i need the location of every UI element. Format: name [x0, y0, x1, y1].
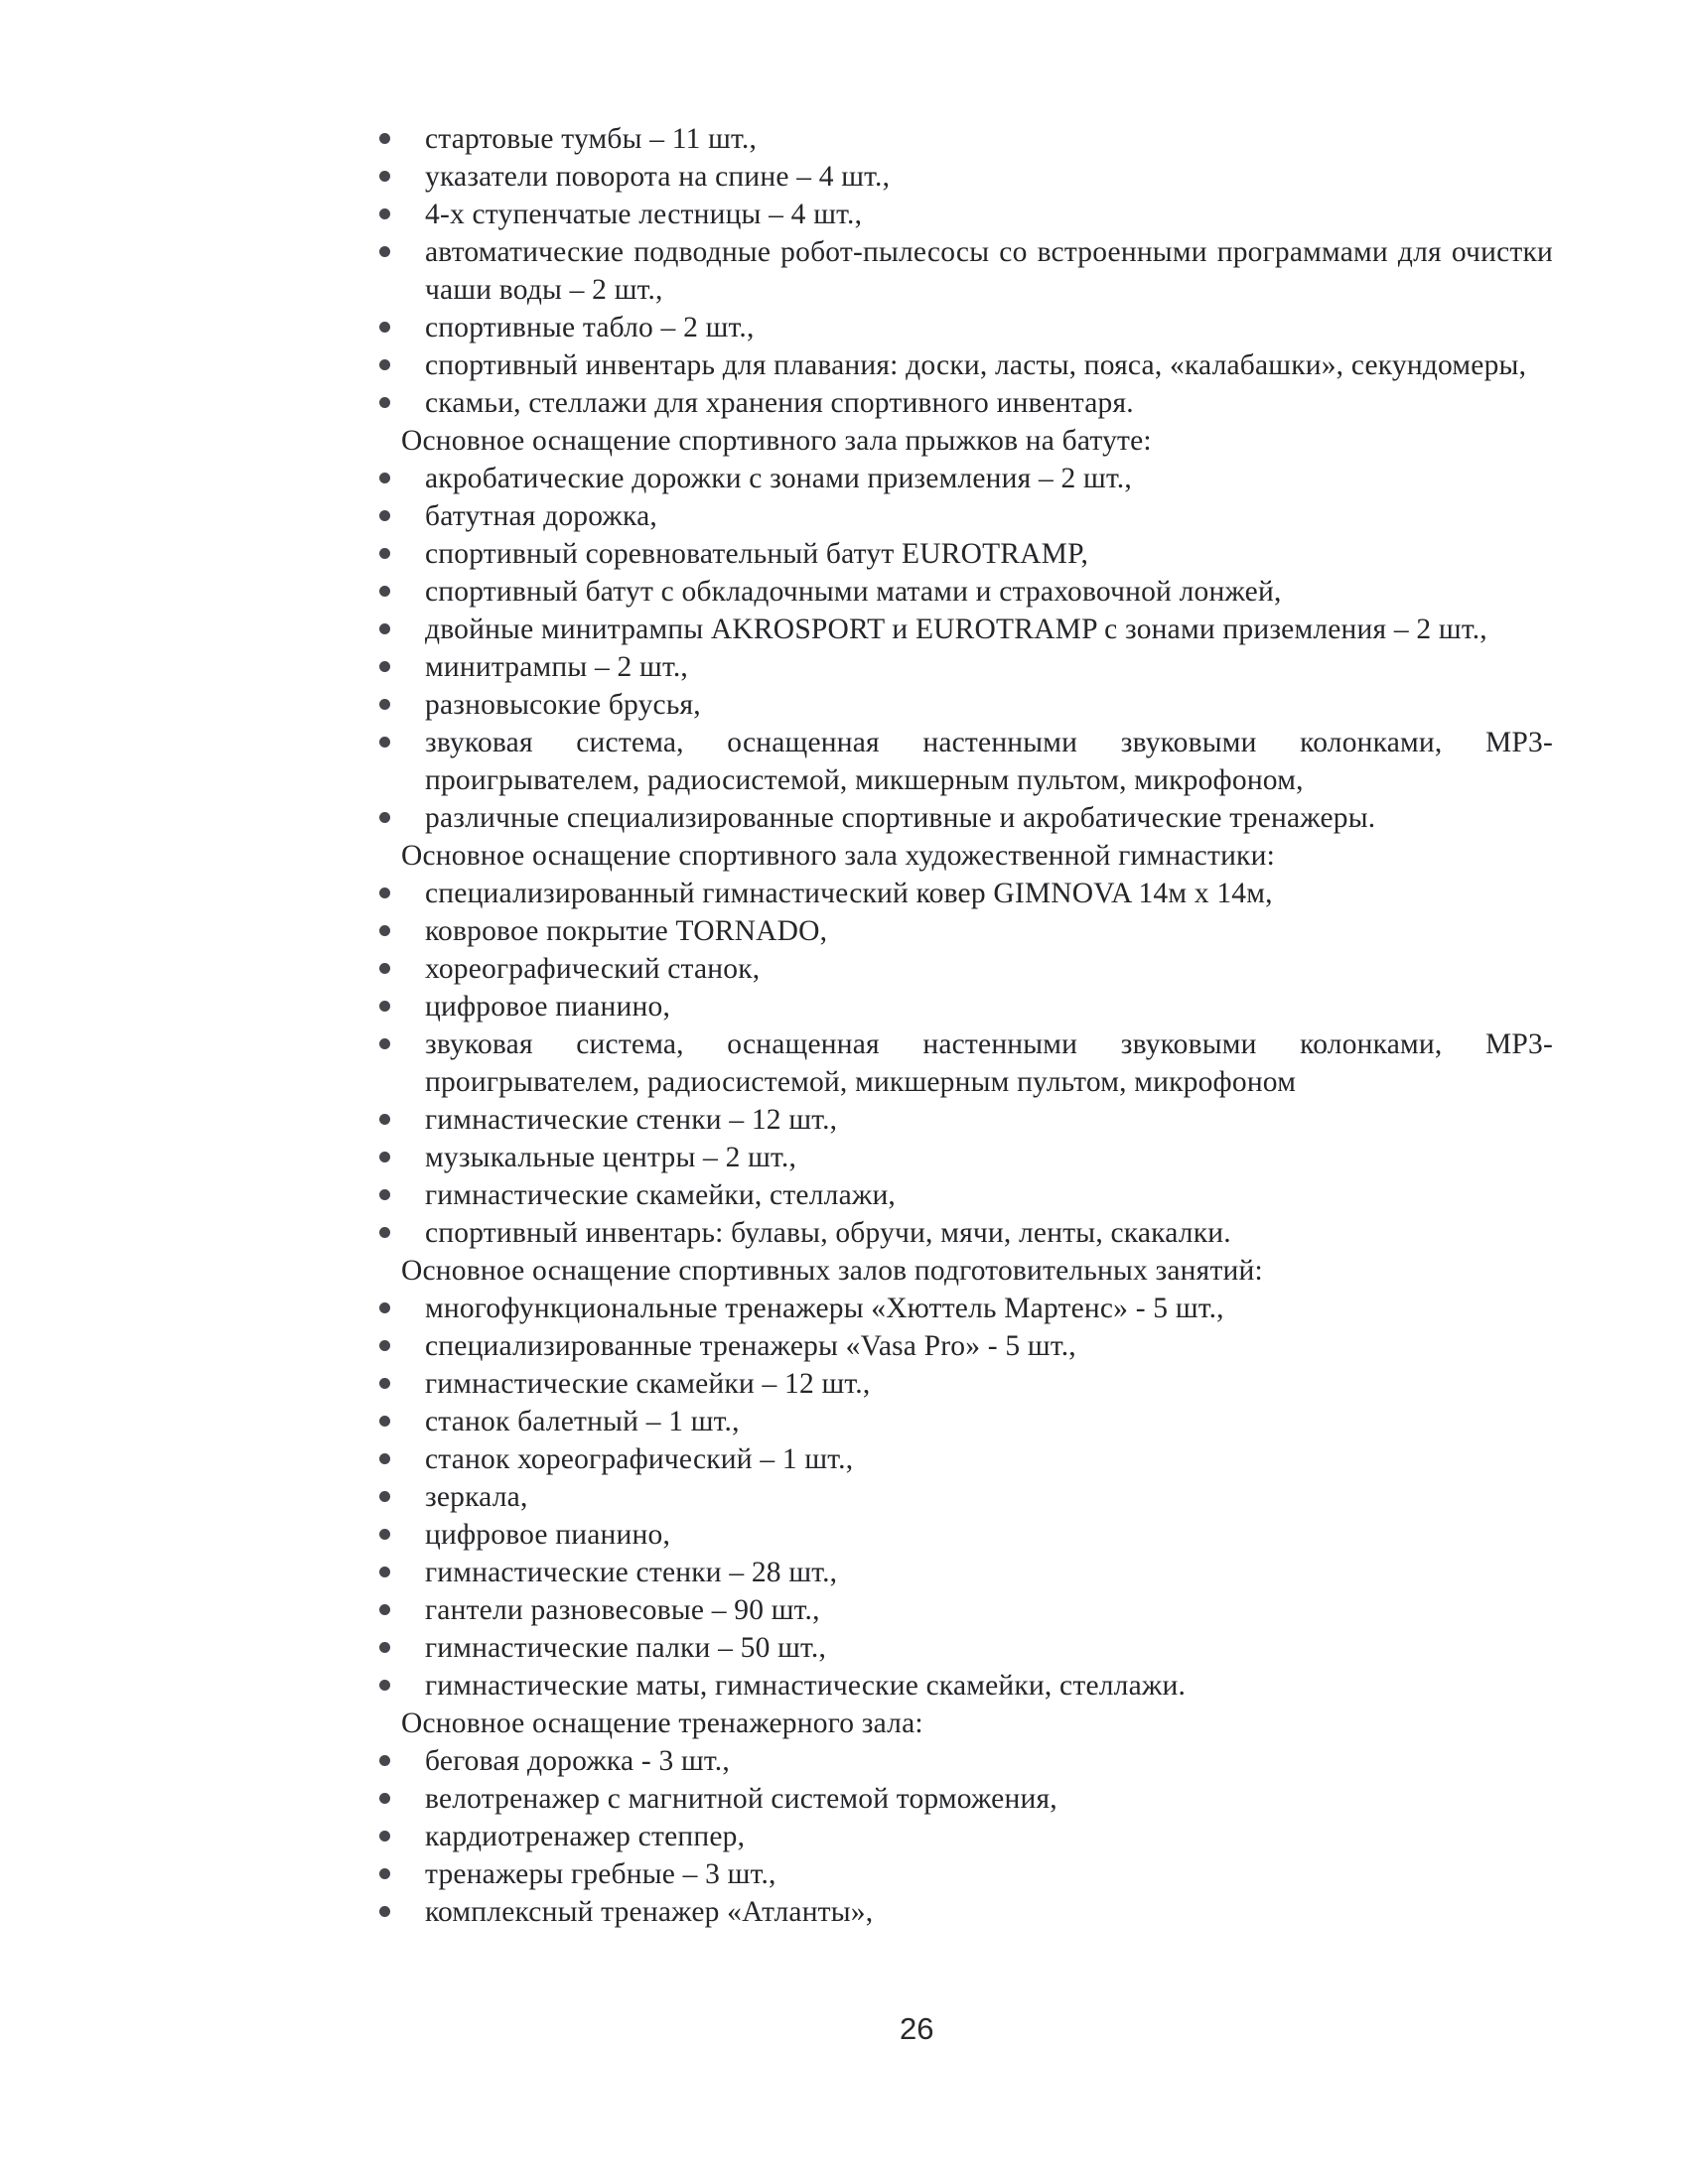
- list-item-text: скамьи, стеллажи для хранения спортивного инвентаря.: [425, 387, 1134, 419]
- section-heading-text: Основное оснащение спортивного зала художественной гимнастики:: [401, 840, 1275, 872]
- list-item-text: двойные минитрампы AKROSPORT и EUROTRAMP с зонами приземления – 2 шт.,: [425, 614, 1487, 645]
- list-item: [425, 1101, 1553, 1139]
- list-item: [425, 120, 1553, 158]
- bullet-icon: [379, 359, 390, 370]
- bullet-icon: [379, 1340, 390, 1351]
- list-item: [425, 1780, 1553, 1818]
- list-item-text: акробатические дорожки с зонами приземления – 2 шт.,: [425, 463, 1132, 494]
- bullet-icon: [379, 1416, 390, 1427]
- bullet-icon: [379, 1755, 390, 1766]
- bullet-icon: [379, 963, 390, 974]
- list-item: [425, 875, 1553, 912]
- list-item: [425, 535, 1553, 573]
- list-item-text: различные специализированные спортивные и акробатические тренажеры.: [425, 802, 1376, 834]
- list-item: [425, 1893, 1553, 1931]
- list-item: [425, 233, 1553, 309]
- bullet-icon: [379, 925, 390, 936]
- list-item-text: станок балетный – 1 шт.,: [425, 1406, 740, 1437]
- list-item: [425, 1742, 1553, 1780]
- list-item: [425, 196, 1553, 233]
- section-heading: [401, 1705, 1553, 1742]
- list-item: [425, 346, 1553, 384]
- list-item-text: гантели разновесовые – 90 шт.,: [425, 1594, 820, 1626]
- list-item-text: музыкальные центры – 2 шт.,: [425, 1142, 797, 1173]
- list-item-text: гимнастические палки – 50 шт.,: [425, 1632, 827, 1664]
- list-item-text: спортивный инвентарь: булавы, обручи, мячи, ленты, скакалки.: [425, 1217, 1231, 1249]
- bullet-icon: [379, 586, 390, 597]
- list-item-text: ковровое покрытие TORNADO,: [425, 915, 828, 947]
- section-heading: [401, 1252, 1553, 1290]
- list-item-text: велотренажер с магнитной системой торможения,: [425, 1783, 1057, 1815]
- list-item-text: звуковая система, оснащенная настенными звуковыми колонками, MP3-проигрывателем, радиосистемой, микшерным пультом, микрофоном: [425, 1028, 1553, 1098]
- bullet-icon: [379, 623, 390, 634]
- list-item-text: цифровое пианино,: [425, 1519, 671, 1551]
- list-item: [425, 309, 1553, 346]
- list-item: [425, 611, 1553, 648]
- bullet-icon: [379, 1642, 390, 1653]
- list-item: [425, 1818, 1553, 1855]
- list-item-text: указатели поворота на спине – 4 шт.,: [425, 161, 891, 193]
- list-item: [425, 950, 1553, 988]
- bullet-icon: [379, 1453, 390, 1464]
- bullet-icon: [379, 1038, 390, 1049]
- list-item-text: многофункциональные тренажеры «Хюттель Мартенс» - 5 шт.,: [425, 1293, 1224, 1324]
- bullet-icon: [379, 133, 390, 144]
- list-item-text: гимнастические стенки – 12 шт.,: [425, 1104, 838, 1136]
- list-item: [425, 988, 1553, 1025]
- list-item: [425, 1478, 1553, 1516]
- list-item-text: автоматические подводные робот-пылесосы со встроенными программами для очистки чаши воды – 2 шт.,: [425, 236, 1553, 306]
- bullet-icon: [379, 1868, 390, 1879]
- list-item: [425, 686, 1553, 724]
- list-item-text: спортивный соревновательный батут EUROTRAMP,: [425, 538, 1089, 570]
- list-item: [425, 912, 1553, 950]
- list-item: [425, 573, 1553, 611]
- bullet-icon: [379, 812, 390, 823]
- bullet-icon: [379, 548, 390, 559]
- list-item-text: 4-х ступенчатые лестницы – 4 шт.,: [425, 199, 863, 230]
- bullet-icon: [379, 510, 390, 521]
- list-item: [425, 724, 1553, 799]
- bullet-icon: [379, 246, 390, 257]
- list-item: [425, 648, 1553, 686]
- list-item-text: гимнастические стенки – 28 шт.,: [425, 1557, 838, 1588]
- bullet-icon: [379, 1831, 390, 1842]
- list-item: [425, 1591, 1553, 1629]
- page-number: 26: [900, 2011, 934, 2046]
- list-item: [425, 384, 1553, 422]
- list-item-text: хореографический станок,: [425, 953, 761, 985]
- list-item-text: специализированный гимнастический ковер GIMNOVA 14м х 14м,: [425, 878, 1273, 909]
- list-item: [425, 1629, 1553, 1667]
- list-item: [425, 1554, 1553, 1591]
- bullet-icon: [379, 1001, 390, 1012]
- list-item: [425, 1139, 1553, 1176]
- bullet-icon: [379, 322, 390, 333]
- list-item-text: спортивный батут с обкладочными матами и страховочной лонжей,: [425, 576, 1282, 608]
- section-heading-text: Основное оснащение спортивного зала прыжков на батуте:: [401, 425, 1152, 457]
- list-item: [425, 1290, 1553, 1327]
- list-item: [425, 1025, 1553, 1101]
- section-heading-text: Основное оснащение тренажерного зала:: [401, 1707, 923, 1739]
- section-heading: [401, 837, 1553, 875]
- list-item-text: зеркала,: [425, 1481, 528, 1513]
- list-item-text: стартовые тумбы – 11 шт.,: [425, 123, 758, 155]
- list-item: [425, 158, 1553, 196]
- bullet-icon: [379, 699, 390, 710]
- list-item-text: спортивный инвентарь для плавания: доски, ласты, пояса, «калабашки», секундомеры,: [425, 349, 1527, 381]
- bullet-icon: [379, 1567, 390, 1577]
- list-item: [425, 799, 1553, 837]
- list-item-text: станок хореографический – 1 шт.,: [425, 1443, 854, 1475]
- bullet-icon: [379, 1491, 390, 1502]
- bullet-icon: [379, 1793, 390, 1804]
- equipment-list: [401, 120, 1553, 1931]
- list-item-text: комплексный тренажер «Атланты»,: [425, 1896, 874, 1928]
- bullet-icon: [379, 208, 390, 219]
- bullet-icon: [379, 397, 390, 408]
- list-item-text: минитрампы – 2 шт.,: [425, 651, 688, 683]
- list-item: [425, 460, 1553, 497]
- section-heading: [401, 422, 1553, 460]
- list-item-text: кардиотренажер степпер,: [425, 1821, 746, 1852]
- list-item-text: гимнастические скамейки – 12 шт.,: [425, 1368, 871, 1400]
- bullet-icon: [379, 1906, 390, 1917]
- bullet-icon: [379, 1227, 390, 1238]
- list-item-text: разновысокие брусья,: [425, 689, 701, 721]
- bullet-icon: [379, 1604, 390, 1615]
- list-item-text: спортивные табло – 2 шт.,: [425, 312, 755, 343]
- list-item-text: специализированные тренажеры «Vasa Pro» - 5 шт.,: [425, 1330, 1076, 1362]
- bullet-icon: [379, 1680, 390, 1691]
- bullet-icon: [379, 887, 390, 898]
- list-item-text: цифровое пианино,: [425, 991, 671, 1023]
- bullet-icon: [379, 1529, 390, 1540]
- list-item: [425, 1855, 1553, 1893]
- bullet-icon: [379, 1302, 390, 1313]
- list-item-text: гимнастические скамейки, стеллажи,: [425, 1179, 897, 1211]
- bullet-icon: [379, 661, 390, 672]
- bullet-icon: [379, 171, 390, 182]
- list-item-text: батутная дорожка,: [425, 500, 657, 532]
- list-item: [425, 1214, 1553, 1252]
- bullet-icon: [379, 1114, 390, 1125]
- list-item-text: звуковая система, оснащенная настенными звуковыми колонками, MP3-проигрывателем, радиосистемой, микшерным пультом, микрофоном,: [425, 727, 1553, 796]
- list-item: [425, 497, 1553, 535]
- list-item: [425, 1327, 1553, 1365]
- list-item-text: беговая дорожка - 3 шт.,: [425, 1745, 730, 1777]
- list-item: [425, 1516, 1553, 1554]
- list-item-text: гимнастические маты, гимнастические скамейки, стеллажи.: [425, 1670, 1187, 1702]
- list-item: [425, 1403, 1553, 1440]
- list-item: [425, 1440, 1553, 1478]
- bullet-icon: [379, 473, 390, 483]
- bullet-icon: [379, 1378, 390, 1389]
- list-item: [425, 1176, 1553, 1214]
- bullet-icon: [379, 1152, 390, 1162]
- section-heading-text: Основное оснащение спортивных залов подготовительных занятий:: [401, 1255, 1263, 1287]
- bullet-icon: [379, 1189, 390, 1200]
- list-item: [425, 1365, 1553, 1403]
- list-item-text: тренажеры гребные – 3 шт.,: [425, 1858, 776, 1890]
- bullet-icon: [379, 737, 390, 748]
- list-item: [425, 1667, 1553, 1705]
